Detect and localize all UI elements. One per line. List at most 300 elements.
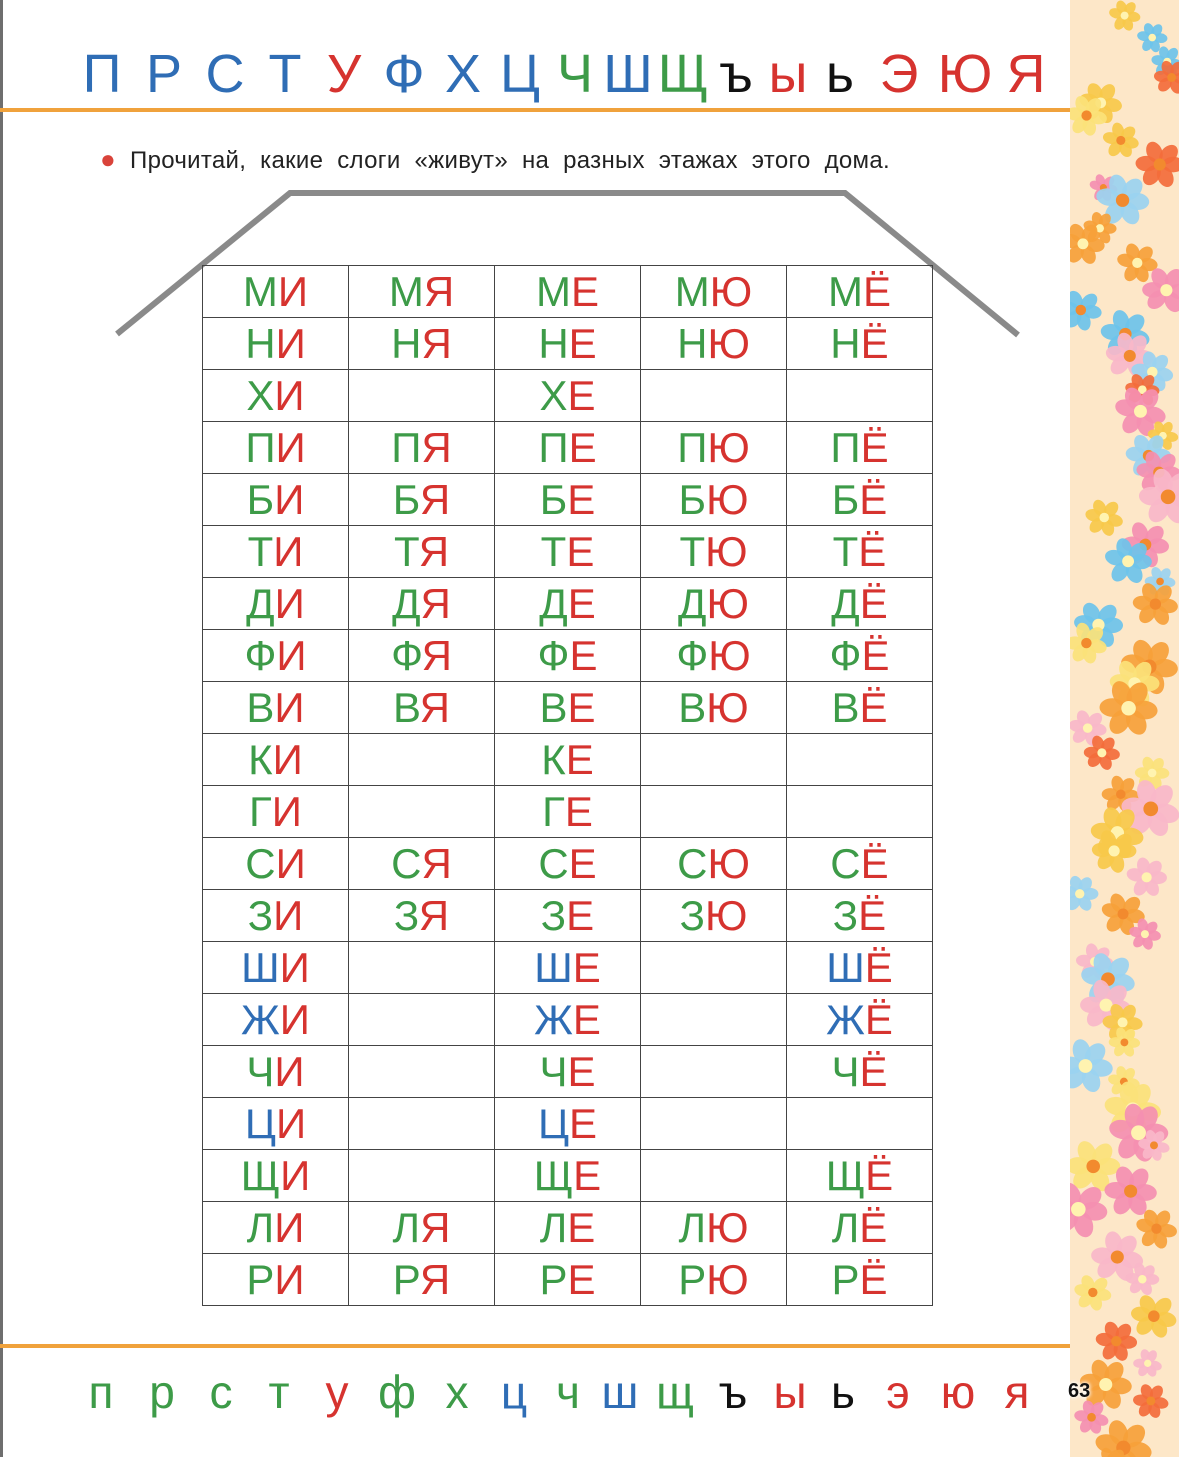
table-row: [203, 682, 933, 734]
consonant-letter: Ц: [244, 1100, 276, 1147]
consonant-letter: Ф: [676, 632, 709, 679]
consonant-letter: Т: [247, 528, 274, 575]
vowel-letter: Е: [573, 1152, 602, 1199]
alphabet-letter: Э: [879, 44, 919, 104]
syllable-cell: [641, 578, 787, 630]
vowel-letter: И: [276, 632, 307, 679]
consonant-letter: Д: [246, 580, 275, 627]
vowel-letter: Ё: [861, 632, 890, 679]
syllable-cell: [641, 1202, 787, 1254]
vowel-letter: Ю: [707, 320, 750, 367]
consonant-letter: Р: [246, 1256, 275, 1303]
syllable-cell: [787, 526, 933, 578]
vowel-letter: Е: [567, 476, 596, 523]
syllable-cell: [787, 474, 933, 526]
syllable-cell: [641, 266, 787, 318]
vowel-letter: Ё: [859, 1256, 888, 1303]
vowel-letter: Я: [420, 580, 451, 627]
syllable-cell: [349, 474, 495, 526]
consonant-letter: П: [538, 424, 569, 471]
syllable-cell: [787, 1098, 933, 1150]
alphabet-letter: р: [149, 1366, 175, 1418]
vowel-letter: Ё: [860, 840, 889, 887]
consonant-letter: В: [393, 684, 420, 731]
table-row: [203, 318, 933, 370]
syllable-cell: [349, 1254, 495, 1306]
consonant-letter: Ш: [826, 944, 865, 991]
consonant-letter: Б: [831, 476, 860, 523]
consonant-letter: Т: [540, 528, 567, 575]
syllable-cell: [495, 1046, 641, 1098]
consonant-letter: Ж: [241, 996, 280, 1043]
vowel-letter: И: [279, 996, 310, 1043]
consonant-letter: Х: [246, 372, 275, 419]
vowel-letter: И: [275, 1100, 307, 1147]
syllable-cell: [203, 422, 349, 474]
vowel-letter: Ё: [862, 268, 892, 315]
vowel-letter: И: [274, 1048, 305, 1095]
alphabet-letter: Я: [1006, 44, 1046, 104]
consonant-letter: С: [245, 840, 276, 887]
vowel-letter: Е: [569, 632, 598, 679]
alphabet-letter: я: [1004, 1366, 1030, 1418]
consonant-letter: Л: [831, 1204, 860, 1251]
alphabet-letter: э: [886, 1366, 910, 1418]
consonant-letter: Ж: [534, 996, 573, 1043]
consonant-letter: С: [391, 840, 422, 887]
syllable-cell: [787, 578, 933, 630]
consonant-letter: В: [678, 684, 707, 731]
consonant-letter: Щ: [240, 1152, 281, 1199]
vowel-letter: Ю: [708, 632, 751, 679]
syllable-cell: [495, 578, 641, 630]
alphabet-letter: ш: [601, 1366, 639, 1418]
consonant-letter: М: [535, 268, 571, 315]
syllable-cell: [641, 838, 787, 890]
table-row: [203, 942, 933, 994]
syllable-cell: [787, 1150, 933, 1202]
consonant-letter: П: [677, 424, 708, 471]
alphabet-letter: ч: [556, 1366, 580, 1418]
vowel-letter: И: [277, 268, 309, 315]
consonant-letter: Р: [678, 1256, 707, 1303]
vowel-letter: И: [274, 372, 305, 419]
consonant-letter: Д: [678, 580, 707, 627]
syllable-cell: [787, 266, 933, 318]
vowel-letter: Я: [421, 424, 452, 471]
consonant-letter: Ф: [829, 632, 862, 679]
consonant-letter: З: [540, 892, 567, 939]
consonant-letter: Ш: [241, 944, 280, 991]
consonant-letter: Б: [678, 476, 707, 523]
syllable-cell: [641, 630, 787, 682]
consonant-letter: С: [830, 840, 861, 887]
vowel-letter: Я: [421, 320, 452, 367]
table-row: [203, 526, 933, 578]
vowel-letter: Е: [567, 580, 596, 627]
vowel-letter: Ю: [706, 476, 749, 523]
vowel-letter: Ё: [858, 528, 887, 575]
vowel-letter: Ё: [859, 1048, 888, 1095]
syllable-cell: [495, 734, 641, 786]
vowel-letter: Ё: [864, 944, 893, 991]
vowel-letter: Ё: [859, 1204, 888, 1251]
consonant-letter: З: [679, 892, 705, 939]
syllable-cell: [203, 682, 349, 734]
syllable-cell: [203, 526, 349, 578]
syllable-cell: [203, 890, 349, 942]
syllable-cell: [203, 474, 349, 526]
alphabet-letter: Т: [268, 44, 302, 104]
vowel-letter: Ё: [860, 424, 889, 471]
syllable-cell: [495, 942, 641, 994]
vowel-letter: Ю: [707, 424, 750, 471]
syllable-cell: [203, 1202, 349, 1254]
consonant-letter: Г: [249, 788, 272, 835]
vowel-letter: Ё: [859, 580, 888, 627]
syllable-cell: [495, 1150, 641, 1202]
syllable-cell: [787, 734, 933, 786]
syllable-cell: [349, 1046, 495, 1098]
consonant-letter: Ч: [831, 1048, 860, 1095]
syllable-cell: [203, 1098, 349, 1150]
table-row: [203, 734, 933, 786]
vowel-letter: Я: [423, 268, 455, 315]
syllable-cell: [349, 1202, 495, 1254]
table-row: [203, 1098, 933, 1150]
syllable-cell: [641, 370, 787, 422]
vowel-letter: Я: [421, 632, 452, 679]
syllable-cell: [495, 1202, 641, 1254]
consonant-letter: М: [827, 268, 863, 315]
alphabet-letter: П: [82, 44, 122, 104]
syllable-cell: [203, 318, 349, 370]
vowel-letter: Е: [569, 1100, 598, 1147]
syllable-cell: [787, 942, 933, 994]
consonant-letter: Ч: [246, 1048, 275, 1095]
vowel-letter: Ё: [860, 320, 889, 367]
vowel-letter: Ю: [706, 684, 749, 731]
syllable-cell: [641, 890, 787, 942]
syllable-cell: [349, 942, 495, 994]
syllable-cell: [787, 1254, 933, 1306]
vowel-letter: Я: [418, 528, 450, 575]
syllable-cell: [203, 942, 349, 994]
consonant-letter: Т: [393, 528, 419, 575]
consonant-letter: Л: [246, 1204, 275, 1251]
syllable-cell: [641, 994, 787, 1046]
alphabet-letter: щ: [656, 1366, 694, 1418]
syllable-cell: [349, 630, 495, 682]
syllable-cell: [641, 1046, 787, 1098]
syllable-cell: [203, 734, 349, 786]
syllable-cell: [349, 994, 495, 1046]
syllable-cell: [787, 370, 933, 422]
consonant-letter: Р: [539, 1256, 568, 1303]
syllable-cell: [787, 994, 933, 1046]
vowel-letter: Е: [568, 424, 597, 471]
consonant-letter: Р: [831, 1256, 860, 1303]
consonant-letter: Ф: [537, 632, 570, 679]
consonant-letter: Ж: [826, 996, 865, 1043]
syllable-house-table: [202, 265, 933, 1306]
vowel-letter: И: [275, 424, 306, 471]
consonant-letter: М: [674, 268, 710, 315]
consonant-letter: Т: [832, 528, 859, 575]
consonant-letter: В: [246, 684, 275, 731]
table-row: [203, 370, 933, 422]
syllable-cell: [495, 474, 641, 526]
alphabet-letter: ъ: [718, 1366, 748, 1418]
syllable-cell: [641, 1098, 787, 1150]
flower-border: [1070, 0, 1179, 1457]
syllable-cell: [349, 682, 495, 734]
vowel-letter: Е: [570, 268, 599, 315]
alphabet-letter: Ч: [557, 44, 593, 104]
vowel-letter: И: [274, 684, 305, 731]
syllable-cell: [641, 1254, 787, 1306]
syllable-cell: [641, 786, 787, 838]
vowel-letter: Е: [567, 1204, 596, 1251]
alphabet-letter: ъ: [719, 44, 753, 104]
vowel-letter: Я: [419, 684, 450, 731]
table-row: [203, 786, 933, 838]
alphabet-letter: х: [445, 1366, 469, 1418]
alphabet-letter: ф: [378, 1366, 416, 1418]
instruction-label: Прочитай, какие слоги «живут» на разных этажах этого дома.: [130, 147, 890, 174]
vowel-letter: Я: [420, 1204, 451, 1251]
syllable-cell: [787, 1046, 933, 1098]
syllable-cell: [349, 838, 495, 890]
alphabet-letter: т: [268, 1366, 290, 1418]
syllable-cell: [641, 526, 787, 578]
vowel-letter: Е: [572, 944, 601, 991]
vowel-letter: Ё: [864, 996, 893, 1043]
consonant-letter: Т: [679, 528, 706, 575]
alphabet-letter: Ю: [937, 44, 993, 104]
syllable-cell: [203, 838, 349, 890]
alphabet-letter: ы: [768, 44, 808, 104]
syllable-cell: [495, 526, 641, 578]
table-row: [203, 1046, 933, 1098]
consonant-letter: В: [831, 684, 860, 731]
syllable-cell: [495, 1254, 641, 1306]
vowel-letter: Е: [566, 528, 595, 575]
page-number: 63: [1068, 1380, 1091, 1402]
alphabet-letter: ь: [825, 44, 855, 104]
syllable-cell: [203, 786, 349, 838]
vowel-letter: Ю: [704, 892, 748, 939]
consonant-letter: Н: [830, 320, 861, 367]
syllable-cell: [495, 890, 641, 942]
table-row: [203, 838, 933, 890]
consonant-letter: Х: [539, 372, 568, 419]
consonant-letter: К: [248, 736, 273, 783]
vowel-letter: И: [274, 476, 305, 523]
consonant-letter: Щ: [825, 1152, 866, 1199]
consonant-letter: П: [830, 424, 861, 471]
syllable-cell: [641, 682, 787, 734]
syllable-cell: [349, 578, 495, 630]
alphabet-letter: Щ: [657, 44, 709, 104]
consonant-letter: Ф: [391, 632, 422, 679]
table-row: [203, 1254, 933, 1306]
syllable-cell: [787, 318, 933, 370]
consonant-letter: Н: [245, 320, 276, 367]
syllable-cell: [787, 630, 933, 682]
alphabet-letter: Ш: [603, 44, 653, 104]
vowel-letter: Е: [565, 736, 594, 783]
vowel-letter: Я: [421, 840, 452, 887]
consonant-letter: Н: [538, 320, 569, 367]
consonant-letter: С: [677, 840, 708, 887]
alphabet-letter: ю: [940, 1366, 976, 1418]
vowel-letter: И: [274, 1256, 305, 1303]
syllable-cell: [349, 422, 495, 474]
syllable-cell: [203, 266, 349, 318]
alphabet-letter: ы: [773, 1366, 807, 1418]
vowel-letter: И: [279, 944, 310, 991]
alphabet-letter: Ф: [383, 44, 425, 104]
syllable-cell: [787, 890, 933, 942]
consonant-letter: Р: [392, 1256, 420, 1303]
consonant-letter: Л: [539, 1204, 568, 1251]
table-row: [203, 422, 933, 474]
alphabet-letter: ц: [500, 1366, 528, 1418]
alphabet-letter: п: [88, 1366, 114, 1418]
table-row: [203, 1202, 933, 1254]
syllable-cell: [203, 1046, 349, 1098]
alphabet-letter: У: [326, 44, 362, 104]
consonant-letter: Д: [392, 580, 421, 627]
consonant-letter: В: [539, 684, 568, 731]
table-row: [203, 630, 933, 682]
vowel-letter: Я: [418, 892, 450, 939]
consonant-letter: С: [538, 840, 569, 887]
syllable-cell: [203, 1150, 349, 1202]
consonant-letter: Ш: [534, 944, 573, 991]
syllable-cell: [349, 370, 495, 422]
consonant-letter: Л: [678, 1204, 707, 1251]
bottom-divider-line: [0, 1344, 1115, 1348]
syllable-cell: [495, 786, 641, 838]
consonant-letter: Л: [392, 1204, 421, 1251]
consonant-letter: Б: [246, 476, 275, 523]
syllable-cell: [203, 370, 349, 422]
consonant-letter: З: [393, 892, 419, 939]
alphabet-letter: С: [205, 44, 245, 104]
syllable-cell: [203, 1254, 349, 1306]
vowel-letter: И: [271, 788, 302, 835]
lowercase-alphabet-strip: [70, 1352, 1070, 1432]
table-row: [203, 890, 933, 942]
syllable-cell: [495, 1098, 641, 1150]
syllable-cell: [349, 1098, 495, 1150]
syllable-cell: [641, 474, 787, 526]
vowel-letter: И: [274, 580, 305, 627]
syllable-cell: [495, 266, 641, 318]
vowel-letter: Е: [567, 1048, 596, 1095]
table-row: [203, 266, 933, 318]
syllable-cell: [787, 1202, 933, 1254]
alphabet-letter: Ц: [500, 44, 540, 104]
vowel-letter: Ё: [859, 476, 888, 523]
syllable-cell: [203, 994, 349, 1046]
consonant-letter: П: [245, 424, 276, 471]
syllable-cell: [349, 526, 495, 578]
consonant-letter: К: [541, 736, 566, 783]
vowel-letter: Ю: [709, 268, 753, 315]
consonant-letter: Щ: [533, 1152, 574, 1199]
consonant-letter: М: [242, 268, 278, 315]
syllable-cell: [641, 318, 787, 370]
syllable-cell: [349, 734, 495, 786]
syllable-cell: [203, 578, 349, 630]
consonant-letter: Н: [677, 320, 708, 367]
vowel-letter: Е: [572, 996, 601, 1043]
vowel-letter: Ё: [858, 892, 887, 939]
consonant-letter: З: [247, 892, 274, 939]
consonant-letter: Г: [542, 788, 565, 835]
table-row: [203, 474, 933, 526]
syllable-cell: [349, 1150, 495, 1202]
vowel-letter: И: [273, 528, 304, 575]
vowel-letter: И: [272, 736, 303, 783]
alphabet-letter: Х: [444, 44, 482, 104]
vowel-letter: Е: [567, 372, 596, 419]
vowel-letter: И: [274, 1204, 305, 1251]
vowel-letter: Е: [567, 1256, 596, 1303]
consonant-letter: Ч: [539, 1048, 568, 1095]
table-row: [203, 1150, 933, 1202]
vowel-letter: Ю: [706, 1204, 749, 1251]
syllable-cell: [495, 994, 641, 1046]
alphabet-letter: у: [325, 1366, 349, 1418]
vowel-letter: И: [275, 320, 306, 367]
vowel-letter: Е: [568, 320, 597, 367]
consonant-letter: Б: [539, 476, 568, 523]
syllable-cell: [787, 786, 933, 838]
alphabet-letter: ь: [831, 1366, 855, 1418]
vowel-letter: Е: [566, 892, 595, 939]
alphabet-letter: Р: [145, 44, 183, 104]
syllable-cell: [349, 786, 495, 838]
table-row: [203, 994, 933, 1046]
vowel-letter: Я: [419, 476, 451, 523]
vowel-letter: Я: [419, 1256, 451, 1303]
vowel-letter: И: [275, 840, 306, 887]
syllable-cell: [203, 630, 349, 682]
alphabet-letter: с: [209, 1366, 233, 1418]
consonant-letter: М: [388, 268, 424, 315]
syllable-cell: [495, 318, 641, 370]
syllable-cell: [787, 838, 933, 890]
syllable-cell: [641, 1150, 787, 1202]
syllable-cell: [349, 890, 495, 942]
syllable-cell: [349, 266, 495, 318]
vowel-letter: Ю: [705, 528, 748, 575]
syllable-cell: [787, 682, 933, 734]
syllable-cell: [495, 422, 641, 474]
bullet-icon: ●: [100, 144, 117, 174]
vowel-letter: Е: [567, 684, 596, 731]
consonant-letter: Ц: [537, 1100, 570, 1147]
syllable-cell: [495, 370, 641, 422]
table-row: [203, 578, 933, 630]
vowel-letter: И: [273, 892, 304, 939]
consonant-letter: З: [832, 892, 859, 939]
vowel-letter: Ю: [707, 840, 750, 887]
